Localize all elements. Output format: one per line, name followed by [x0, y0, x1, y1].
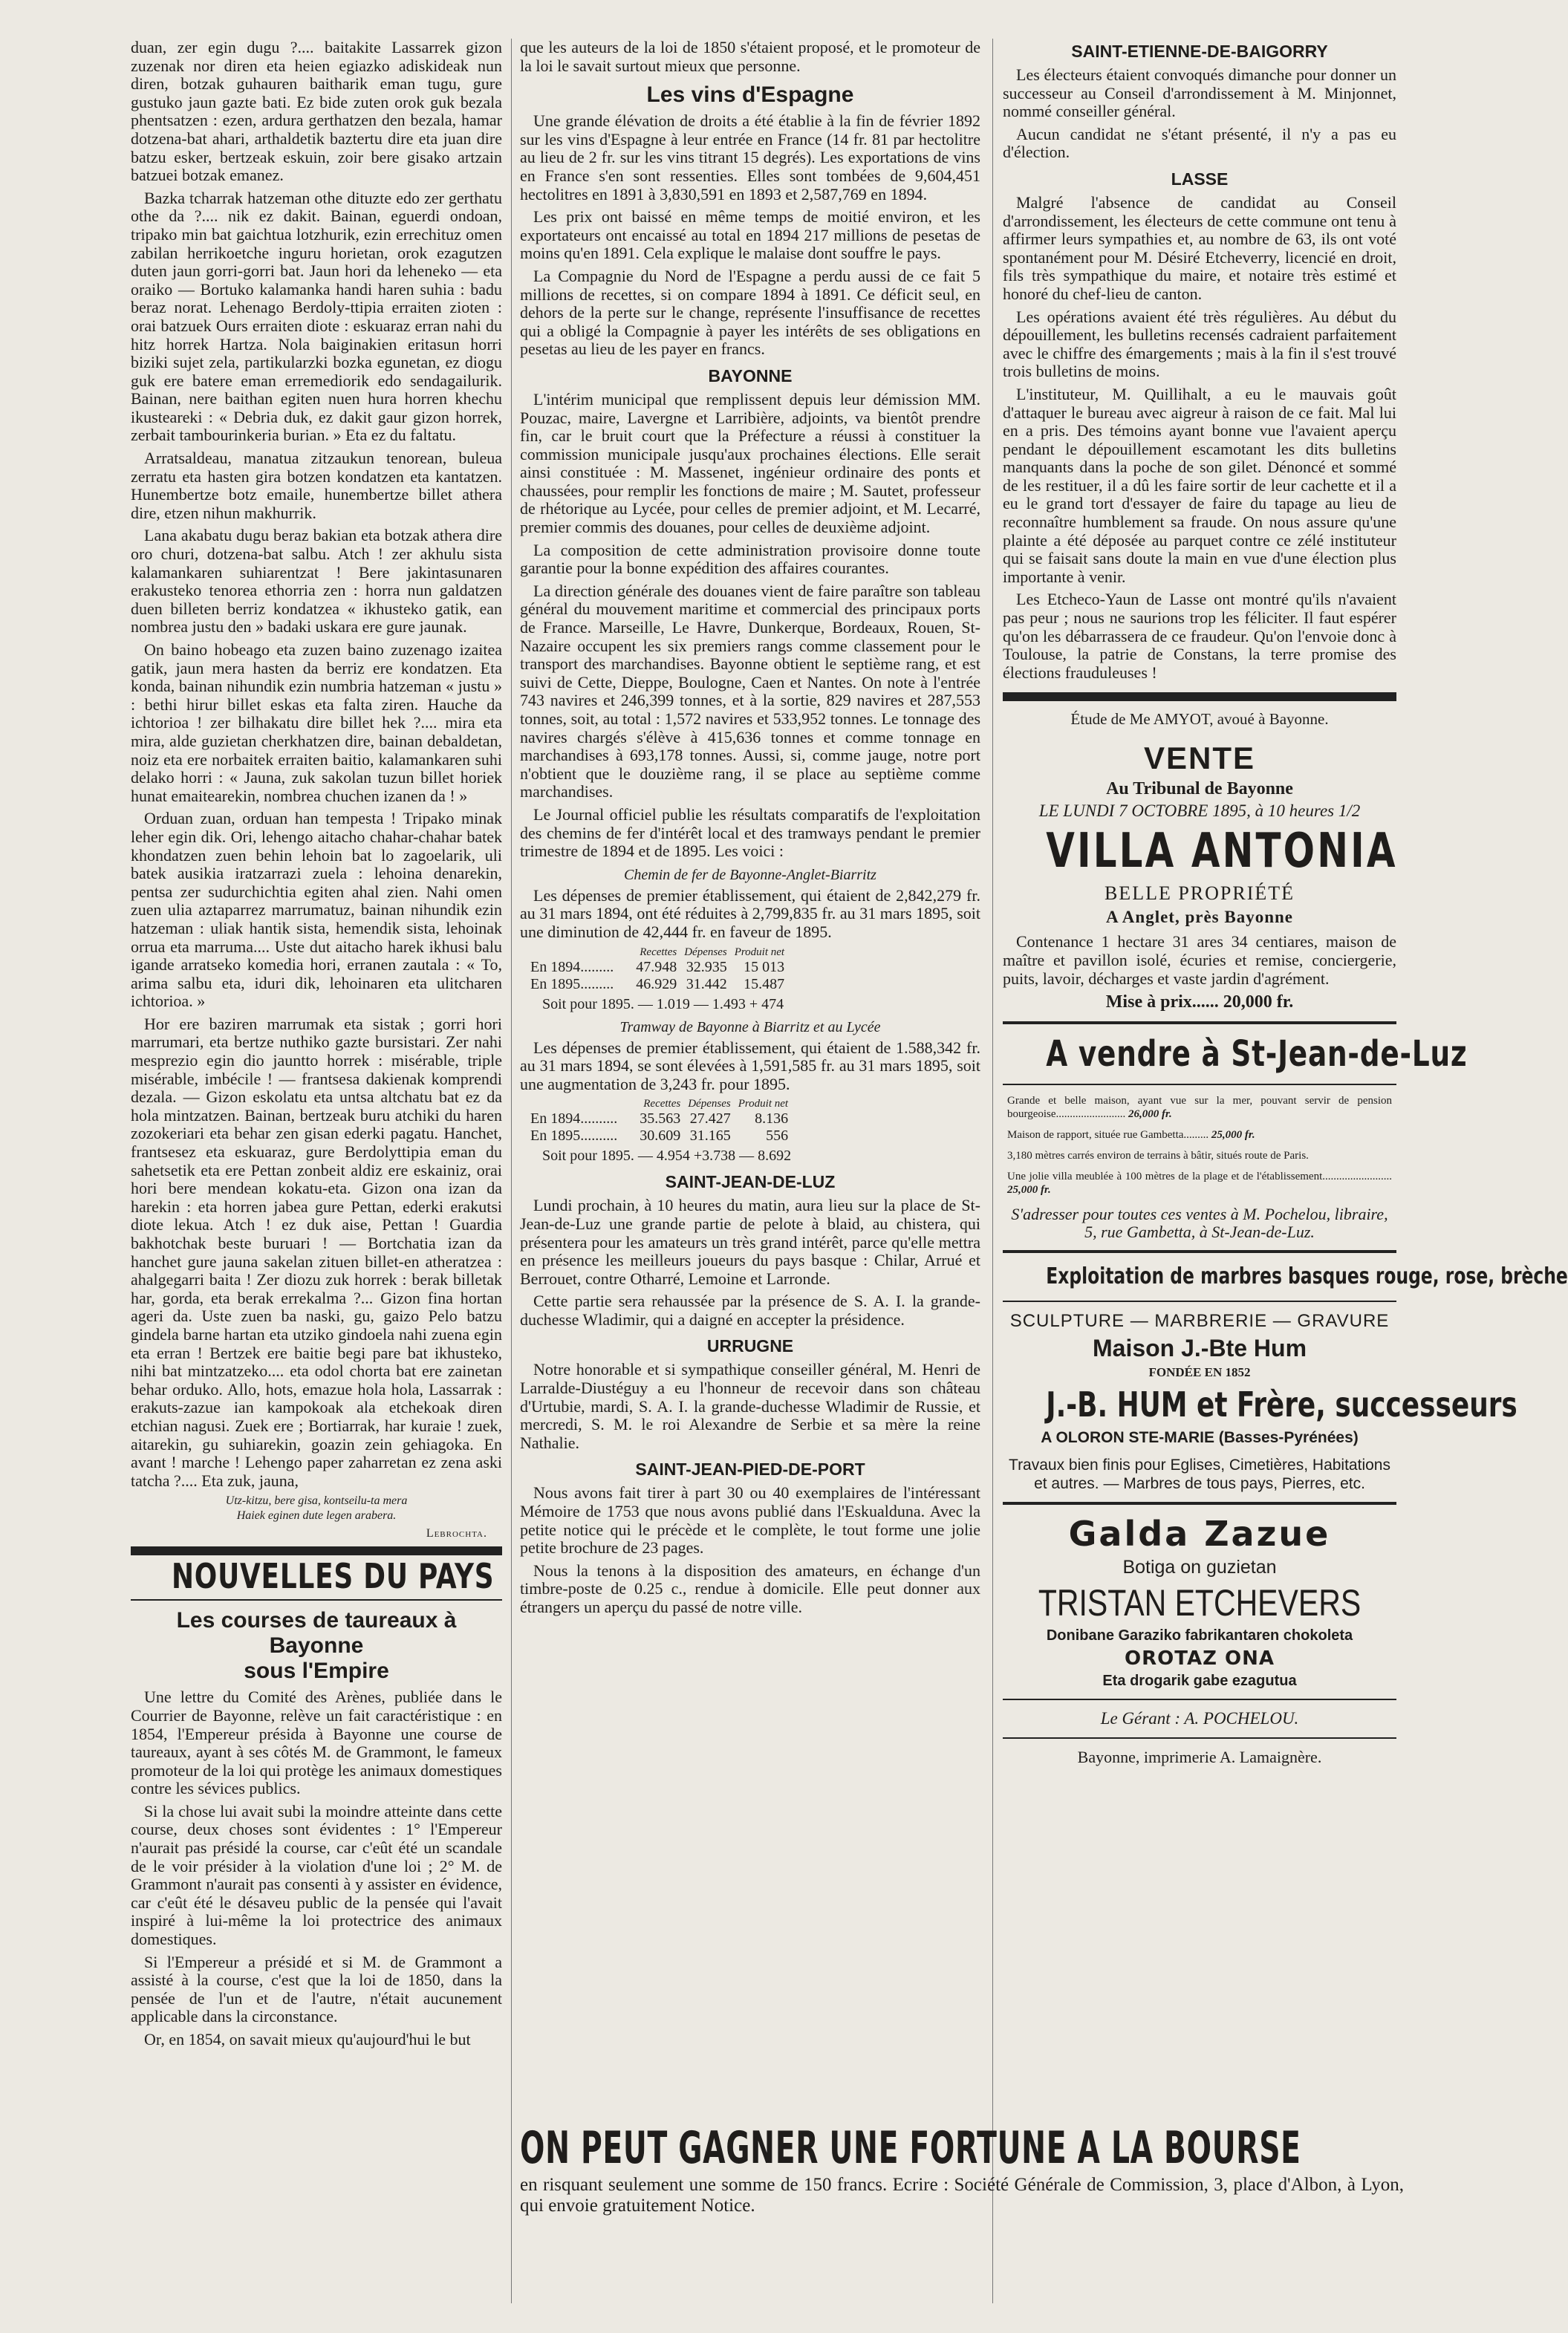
basque-paragraph: Lana akabatu dugu beraz bakian eta botzak athera dire oro churi, dotzena-bat salbu. Atch ! zer akhulu sista kalamankaren suhiarentzat ! Bere jakintasunaren erakusteko tenorea ethorria zen : horra nun galdatzen duen billeten berriz kondatzea « ikhusteko gatik, ean nombrea justu den » badaki uskara ere gure jaunak. — [131, 526, 502, 637]
courses-paragraph: Si l'Empereur a présidé et si M. de Grammont a assisté à la course, c'est que la loi de 1850, dans la pensée de l'un et de l'autre, n'était aucunement applicable dans la circonstance. — [131, 1952, 502, 2026]
vendre-item-text: Une jolie villa meublée à 100 mètres de la plage et de l'établissement......................... — [1007, 1171, 1392, 1183]
tram-table — [530, 1098, 796, 1145]
lasse-paragraph: Les opérations avaient été très régulières. Au début du dépouillement, les bulletins recensés cadraient parfaitement avec le chiffre des émargements ; mais à la fin il s'est trouvé trois bulletins de moins. — [1003, 307, 1396, 381]
verse-line: Haiek eginen dute legen arabera. — [236, 1509, 397, 1523]
sjl-paragraph: Lundi prochain, à 10 heures du matin, aura lieu sur la place de St-Jean-de-Luz une grande partie de pelote à blaid, au chistera, qui présentera pour les amateurs un très grand intérêt, parce qu'elle mettra en présence les meilleurs joueurs du pays basque : Chilar, Arrué et Berrouet, contre Otharré, Lemoine et Larronde. — [520, 1196, 980, 1288]
vendre-item-text: Grande et belle maison, ayant vue sur la mer, pouvant servir de pension bourgeoise......................... — [1007, 1095, 1392, 1121]
cell-net: 15.487 — [744, 975, 785, 992]
column-basque-letter — [131, 39, 502, 2054]
sculpture-line: SCULPTURE — MARBRERIE — GRAVURE — [1009, 1311, 1390, 1332]
table-row — [530, 959, 792, 976]
maison-hum: Maison J.-Bte Hum — [1092, 1335, 1307, 1362]
cell-net: 15 013 — [744, 958, 785, 975]
tram-soit: Soit pour 1895. — 4.954 +3.738 — 8.692 — [542, 1148, 792, 1165]
sjl-paragraph: Cette partie sera rehaussée par la présence de S. A. I. la grande-duchesse Wladimir, qui a daigné en accepter la présidence. — [520, 1292, 980, 1329]
nouvelles-title: NOUVELLES DU PAYS — [172, 1556, 495, 1597]
sjl-title: SAINT-JEAN-DE-LUZ — [665, 1172, 836, 1192]
bayonne-title: BAYONNE — [708, 365, 793, 385]
galda-zazue: Galda Zazue — [1068, 1514, 1331, 1555]
vendre-item-text: Maison de rapport, située rue Gambetta......... — [1007, 1129, 1209, 1142]
ad-rule — [1003, 1250, 1396, 1253]
basque-paragraph: On baino hobeago eta zuzen baino zuzenago izaitea gatik, jaun mera hasten da berriz ere kondatzen. Eta konda, bainan nihundik ezin numbria hatzeman « justu » : bethi hirur billet eskas eta falta ziren. Hauche da ichtorioa ! zer bilhakatu dire billet hek ?.... mira eta mira, alde guzietan cherkhatzen dire, bainan debaldetan, noiz eta ere norbaitek erraiten baitio, kalamankaren suhi delako horri : « Jauna, zuk sakolan tuzun billet horiek hunat emaitearekin, nombrea chuchen izanen da ! » — [131, 640, 502, 805]
fondee-line: FONDÉE EN 1852 — [1148, 1365, 1251, 1380]
orotaz-line: OROTAZ ONA — [1125, 1647, 1275, 1670]
sjpp-title: SAINT-JEAN-PIED-DE-PORT — [635, 1460, 865, 1480]
vendre-title: A vendre à St-Jean-de-Luz — [1046, 1033, 1468, 1076]
bourse-text: en risquant seulement une somme de 150 francs. Ecrire : Société Générale de Commission, 3, place d'Albon, à Lyon, qui envoie gratuitement Notice. — [520, 2175, 1404, 2216]
signature: Lebrochta. — [426, 1527, 487, 1540]
ad-rule — [1003, 1021, 1396, 1024]
chemin-table — [530, 946, 792, 993]
courses-paragraph: Si la chose lui avait subi la moindre atteinte dans cette course, deux choses sont évidentes : 1° l'Empereur n'aurait pas présidé la course, car c'eût été un scandale de le voir présider à la violation d'une loi ; 2° M. de Grammont n'aurait pas consenti à y assister en évidence, car c'eût été le désaveu public de la pensée qui l'avait inspiré à lui-même la loi protectrice des animaux domestiques. — [131, 1801, 502, 1949]
header-depenses: Dépenses — [688, 1098, 731, 1110]
cell-net: 556 — [766, 1128, 789, 1145]
baigorry-paragraph: Aucun candidat ne s'étant présenté, il n'y a pas eu d'élection. — [1003, 124, 1396, 162]
cell-year: En 1895......... — [530, 975, 614, 992]
vins-paragraph: Les prix ont baissé en même temps de moitié environ, et les exportateurs ont encaissé au total en 1894 217 millions de pesetas de moins qu'en 1891. Cela explique le malaise dont souffre le pays. — [520, 207, 980, 263]
vendre-item-price: 26,000 fr. — [1128, 1108, 1172, 1121]
column-rule-right — [992, 39, 993, 2303]
chemin-title: Chemin de fer de Bayonne-Anglet-Biarritz — [624, 866, 876, 883]
courses-paragraph: Or, en 1854, on savait mieux qu'aujourd'hui le but — [144, 2030, 471, 2049]
cell-net: 8.136 — [755, 1110, 789, 1128]
etude-line: Étude de Me AMYOT, avoué à Bayonne. — [1070, 710, 1329, 729]
bayonne-paragraph: La direction générale des douanes vient de faire paraître son tableau général du mouvement maritime et commercial des principaux ports de France. Marseille, Le Havre, Dunkerque, Bordeaux, Rouen, St-Nazaire occupent les six premiers rangs comme classement pour le transport des marchandises. Bayonne obtient le septième rang, et est suivi de Cette, Dieppe, Boulogne, Caen et Nantes. On note à l'entrée 743 navires et 246,399 tonnes, et à la sortie, 829 navires et 287,553 tonnes, soit, au total : 1,572 navires et 533,952 tonnes. Le tonnage des navires chargés s'élève à 415,636 tonnes et comme tonnage en marchandises à 693,178 tonnes. Aussi, si, comme jauge, notre port n'obtient que le douzième rang, il se place au septième comme marchandises. — [520, 581, 980, 801]
bayonne-paragraph: Le Journal officiel publie les résultats comparatifs de l'exploitation des chemins de fer d'intérêt local et des tramways pendant le premier trimestre de 1894 et de 1895. Les voici : — [520, 804, 980, 861]
vendre-item-price: 25,000 fr. — [1007, 1184, 1051, 1197]
column-local-ads — [1003, 39, 1568, 1770]
courses-paragraph: Une lettre du Comité des Arènes, publiée dans le Courrier de Bayonne, relève un fait caractéristique : en 1854, l'Empereur présida à Bayonne une course de taureaux, ayant à ses côtés M. de Grammont, le fameux promoteur de la loi qui protège les animaux domestiques contre les sévices publics. — [131, 1688, 502, 1798]
lasse-paragraph: Les Etcheco-Yaun de Lasse ont montré qu'ils n'avaient pas peur ; nous ne saurions trop les féliciter. Il faut espérer qu'on les débarrassera de ce fraudeur. Qu'on l'envoie donc à Toulouse, la patrie de Constans, la terre promise des élections frauduleuses ! — [1003, 590, 1396, 682]
urrugne-title: URRUGNE — [706, 1336, 794, 1356]
ad-rule — [1003, 1502, 1396, 1505]
vins-paragraph: Une grande élévation de droits a été établie à la fin de février 1892 sur les vins d'Espagne à leur entrée en France (14 fr. 81 par hectolitre au lieu de 2 fr. sur les vins titrant 15 degrés). Les exportations de vins en France s'en sont ressenties. Elles sont tombées de 9,604,451 hectolitres en 1891 à 3,830,591 en 1893 et 2,587,769 en 1894. — [520, 111, 980, 204]
section-bar — [1003, 692, 1396, 701]
column-news — [520, 39, 980, 1621]
hum-successeurs: J.-B. HUM et Frère, successeurs — [1046, 1384, 1517, 1425]
belle-propriete: BELLE PROPRIÉTÉ — [1104, 882, 1295, 905]
bayonne-paragraph: L'intérim municipal que remplissent depuis leur démission MM. Pouzac, maire, Lavergne et Larribière, adjoints, va bientôt prendre fin, car le bruit court que la Préfecture a réussi à constituer la commission municipale jusqu'aux prochaines élections. Elle serait ainsi constituée : M. Massenet, ingénieur ordinaire des ponts et chaussées, pour remplir les fonctions de maire ; M. Sautet, professeur de rhétorique au Lycée, pour celles de premier adjoint, et M. Lecarré, premier commis des douanes, pour celles de deuxième adjoint. — [520, 389, 980, 537]
sjpp-paragraph: Nous avons fait tirer à part 30 ou 40 exemplaires de l'intéressant Mémoire de 1753 que nous avons publié dans l'Eskualduna. Avec la petite notice qui le précède et le complète, le tout forme une jolie petite brochure de 23 pages. — [520, 1483, 980, 1558]
vendre-item-text: 3,180 mètres carrés environ de terrains à bâtir, situés route de Paris. — [1007, 1150, 1309, 1162]
cell-year: En 1894.......... — [530, 1110, 618, 1128]
section-bar — [131, 1546, 502, 1555]
marbres-title: Exploitation de marbres basques rouge, rose, brèche — [1046, 1263, 1568, 1290]
villa-title: VILLA ANTONIA — [1046, 824, 1398, 879]
tram-paragraph: Les dépenses de premier établissement, qui étaient de 1.588,342 fr. au 31 mars 1894, se sont élevées à 1,591,585 fr. au 31 mars 1895, soit une augmentation de 3,243 fr. pour 1895. — [520, 1038, 980, 1093]
baigorry-paragraph: Les électeurs étaient convoqués dimanche pour donner un successeur au Conseil d'arrondissement à M. Minjonnet, nommé conseiller général. — [1003, 65, 1396, 121]
vins-paragraph: La Compagnie du Nord de l'Espagne a perdu aussi de ce fait 5 millions de recettes, si on compare 1894 à 1891. Ce déficit seul, en dehors de la perte sur le change, représente l'insuffisance de recettes qui a obligé la Compagnie à payer les intérêts de ses obligations en pesetas au lieu de les payer en francs. — [520, 266, 980, 359]
basque-paragraph: Orduan zuan, orduan han tempesta ! Tripako minak leher egin dik. Ori, lehengo aitacho chahar-chahar batek khondatzen zuen behin lehoin bat lo zagoelarik, uli batek ausikia iratzarrazi zuela : lehoina denarekin, pentsa zer sudurchichtia egiten ahal zien. Nahi omen zuen ulia aztaparrez marrumatuz, bainan nihundik ezin hatzeman : uliak hantik sista, hemendik sista, lehoinak orrua eta marruma.... Uste dut aitacho harek ikhusi balu igande arratseko komedia hori, erranen zautala : « To, arima salbu eta, iduri dik, lehoinaren eta ulitcharen ichtorioa. » — [131, 809, 502, 1011]
botiga-line: Botiga on guzietan — [1122, 1557, 1277, 1578]
chemin-paragraph: Les dépenses de premier établissement, qui étaient de 2,842,279 fr. au 31 mars 1894, ont été réduites à 2,799,835 fr. au 31 mars 1895, soit une diminution de 42,444 fr. en faveur de 1895. — [520, 885, 980, 941]
imprimerie-line: Bayonne, imprimerie A. Lamaignère. — [1077, 1748, 1322, 1767]
basque-paragraph: Hor ere baziren marrumak eta sistak ; gorri hori marrumari, eta bertze nuthiko gazte bursistari. Zer nahi mesprezio egin dio jauntto horrek : misérable, triple misérable, imbécile ! — frantsesa dakienak komprendi dezala. — Gizon eskolatu eta untsa altchatu bat ez da hola mintzatzen. Bainan, bertzeak buru atchiki du haren zozokeriari eta behar zen gisan ederki pagatu. Hanchet, frantsesez eta eskuaraz, gure Berdolyttipia eman du sahetsetik eta ere Pettan zonbeit aldiz ere eskainiz, orai hori bere mendean kokatu-eta. Gizon ona izan da harekin : eta horren jabea gure Pettan, ederki erakutsi diote lekua. Atch ! ez duk aise, Pettan ! Guardia bakhotchak beste buruari ! — Bortchatia izan da hanchet gure jauna sakelan zituen billet-en atheratzea : ahalgegarri baita ! Zer diozu zuk horrek : berak billetak har, gorda, eta berak errekalma ?... Gizon fina hortan ageri da. Uste zuen ba naski, gu, gaizo Pelo batzu gindela barne hartan eta utziko gindoela nahi zuena egin eta erran ! Bertzek ere baitie begi pare bat ikhusteko, nihi bat mintzatzeko.... eta odol chorta bat ere zainetan behar orduko. Allo, hots, emazue hola hola, Lassarrak : erakuts-zazue ian kampokoak ala etchekoak diren etchian nagusi. Zuek ere ; Bortiarrak, har kuraie ! zuek, aitarekin, gu suhiarekin, goazin zein gehiagoka. En avant ! marche ! Lehengo paper zaharretan ez zena aski tatcha ?.... Eta zuk, jauna, — [131, 1014, 502, 1490]
lasse-paragraph: L'instituteur, M. Quillihalt, a eu le mauvais goût d'attaquer le bureau avec aigreur à raison de ce fait. Mal lui en a pris. Des témoins ayant bonne vue l'avaient aperçu pendant le dépouillement escamotant les dits bulletins manquants dans la poche de son gilet. Dénoncé et sommé de les restituer, il a dû les faire sortir de leur cachette et il a eu le grand tort d'essayer de faire du tapage au lieu de reconnaître humblement sa fraude. On nous assure qu'une plainte a été déposée au parquet contre ce zélé instituteur qui se faisait sans doute la main en vue d'une élection plus importante à venir. — [1003, 384, 1396, 586]
cell-recettes: 30.609 — [640, 1128, 681, 1145]
ad-rule-thin — [1003, 1301, 1396, 1302]
verse-line: Utz-kitzu, bere gisa, kontseilu-ta mera — [225, 1494, 408, 1508]
adresser-line: S'adresser pour toutes ces ventes à M. Pochelou, libraire, 5, rue Gambetta, à St-Jean-de-Luz. — [1011, 1205, 1388, 1242]
header-recettes: Recettes — [640, 946, 677, 958]
bourse-title: ON PEUT GAGNER UNE FORTUNE A LA BOURSE — [520, 2122, 1301, 2174]
vins-title: Les vins d'Espagne — [646, 82, 854, 108]
urrugne-paragraph: Notre honorable et si sympathique conseiller général, M. Henri de Larralde-Diustéguy a eu l'honneur de recevoir dans son château d'Urtubie, mardi, S. A. I. la grande-duchesse Wladimir de Russie, et mercredi, S. M. le roi Alexandre de Serbie et sa mère la reine Nathalie. — [520, 1360, 980, 1452]
ad-rule-thin — [1003, 1699, 1396, 1700]
bourse-ad — [520, 2124, 1404, 2221]
header-produit: Produit net — [734, 946, 785, 958]
sjpp-paragraph: Nous la tenons à la disposition des amateurs, en échange d'un timbre-poste de 0.25 c., rendue à domicile. Elle peut donner aux étrangers un aperçu du passé de notre ville. — [520, 1561, 980, 1616]
header-recettes: Recettes — [643, 1098, 681, 1110]
cell-recettes: 35.563 — [640, 1110, 681, 1128]
vendre-item — [1007, 1094, 1392, 1121]
basque-paragraph: Arratsaldeau, manatua zitzaukun tenorean, buleua zerratu eta hasten gira botzen kondatzen eta kantatzen. Hunembertze botz emaile, hunembertze billet athera dire, etzen nihun makhurrik. — [131, 449, 502, 522]
lasse-title: LASSE — [1171, 169, 1229, 189]
header-depenses: Dépenses — [684, 946, 727, 958]
cell-recettes: 47.948 — [636, 958, 677, 975]
table-row — [530, 1110, 796, 1128]
vente-date: LE LUNDI 7 OCTOBRE 1895, à 10 heures 1/2 — [1038, 801, 1361, 821]
donibane-line: Donibane Garaziko fabrikantaren chokoleta — [1046, 1627, 1353, 1644]
cell-year: En 1894......... — [530, 958, 614, 975]
anglet-line: A Anglet, près Bayonne — [1105, 908, 1294, 927]
vendre-item — [1007, 1149, 1392, 1162]
drogarik-line: Eta drogarik gabe ezagutua — [1102, 1673, 1297, 1690]
courses-subtitle: sous l'Empire — [244, 1659, 389, 1684]
chemin-soit: Soit pour 1895. — 1.019 — 1.493 + 474 — [542, 995, 784, 1012]
travaux-line: Travaux bien finis pour Eglises, Cimetières, Habitations et autres. — Marbres de tous pays, Pierres, etc. — [1009, 1457, 1390, 1493]
bayonne-paragraph: La composition de cette administration provisoire donne toute garantie pour la bonne expédition des affaires courantes. — [520, 540, 980, 578]
cell-depenses: 31.442 — [686, 975, 727, 992]
table-row — [530, 976, 792, 993]
tristan-name: TRISTAN ETCHEVERS — [1038, 1582, 1362, 1624]
cell-depenses: 32.935 — [686, 958, 727, 975]
contenance-text: Contenance 1 hectare 31 ares 34 centiares, maison de maître et pavillon isolé, écuries et remise, conciergerie, puits, lavoir, décharges et vaste jardin d'agrément. — [1003, 932, 1396, 988]
cell-recettes: 46.929 — [636, 975, 677, 992]
gerant-line: Le Gérant : A. POCHELOU. — [1100, 1709, 1299, 1728]
vendre-item — [1007, 1128, 1392, 1142]
header-produit: Produit net — [738, 1098, 789, 1110]
cell-depenses: 31.165 — [689, 1128, 731, 1145]
tribunal-line: Au Tribunal de Bayonne — [1106, 779, 1293, 799]
courses-title: Les courses de taureaux à Bayonne — [176, 1608, 457, 1659]
cell-year: En 1895.......... — [530, 1128, 618, 1145]
tram-title: Tramway de Bayonne à Biarritz et au Lycée — [619, 1018, 881, 1035]
basque-paragraph: Bazka tcharrak hatzeman othe dituzte edo zer gerthatu othe da ?.... nik ez dakit. Bainan, eguerdi ondoan, tripako min bat gaichtua lotzhurik, ezin errechituz omen zabilan herrikoetche inguru horietan, orok ezagutzen duten jaun gorri-gorri bat. Jaun hori da leheneko — eta oraiko — Bortuko kalamanka handi haren suhia : badu beraz norat. Lehenago Berdoly-ttipia erraiten zioten : orai batzuek Ours erraiten diote : eskuaraz erran nahi du hitz horrek Hartza. Nola baiginakien eritasun horri biziki sujet zela, partikularzki bozka egunetan, ez diogu guk ere batere eman erremediorik edo sendagailurik. Bainan, nere baithan egiten nuen hura horren khechu ikusteareki : « Debria duk, ez dakit gaur gizon horrek, zerbait tambourinkeria burian. » Eta ez du faltatu. — [131, 188, 502, 445]
table-row — [530, 1128, 796, 1145]
section-bar-thin — [131, 1599, 502, 1601]
ad-rule-thin — [1003, 1737, 1396, 1739]
column-rule-left — [511, 39, 512, 2303]
basque-paragraph: duan, zer egin dugu ?.... baitakite Lassarrek gizon zuzenak nor diren eta heien egiazko adiskideak nun diren, botzak guhauren baitharik eman tugu, gure gustuko jaun gazte bati. Ez bide zuten orok guk bezala phentsatzen : ezen, ardura gerthatzen den bezala, hamar dotzena-bat ahari, arthaldetik baztertu dire eta juan dire batzu esker, bertzeak eskuin, zoir bere gisako artzain batzuei botzak emanez. — [131, 38, 502, 185]
oloron-line: A OLORON STE-MARIE (Basses-Pyrénées) — [1041, 1429, 1359, 1447]
intro-paragraph: que les auteurs de la loi de 1850 s'étaient proposé, et le promoteur de la loi le savait surtout mieux que personne. — [520, 38, 980, 75]
vendre-item-price: 25,000 fr. — [1211, 1129, 1255, 1142]
vendre-item — [1007, 1170, 1392, 1197]
lasse-paragraph: Malgré l'absence de candidat au Conseil d'arrondissement, les électeurs de cette commune ont tenu à affirmer leurs sympathies et, au nombre de 63, ils ont voté spontanément pour M. Désiré Etcheverry, licencié en droit, fils très sympathique du maire, et notaire très estimé et honoré du chef-lieu de canton. — [1003, 192, 1396, 303]
mise-a-prix: Mise à prix...... 20,000 fr. — [1105, 992, 1294, 1012]
vente-title: VENTE — [1143, 741, 1256, 776]
ad-rule-thin — [1003, 1084, 1396, 1085]
cell-depenses: 27.427 — [689, 1110, 731, 1128]
baigorry-title: SAINT-ETIENNE-DE-BAIGORRY — [1071, 42, 1328, 61]
